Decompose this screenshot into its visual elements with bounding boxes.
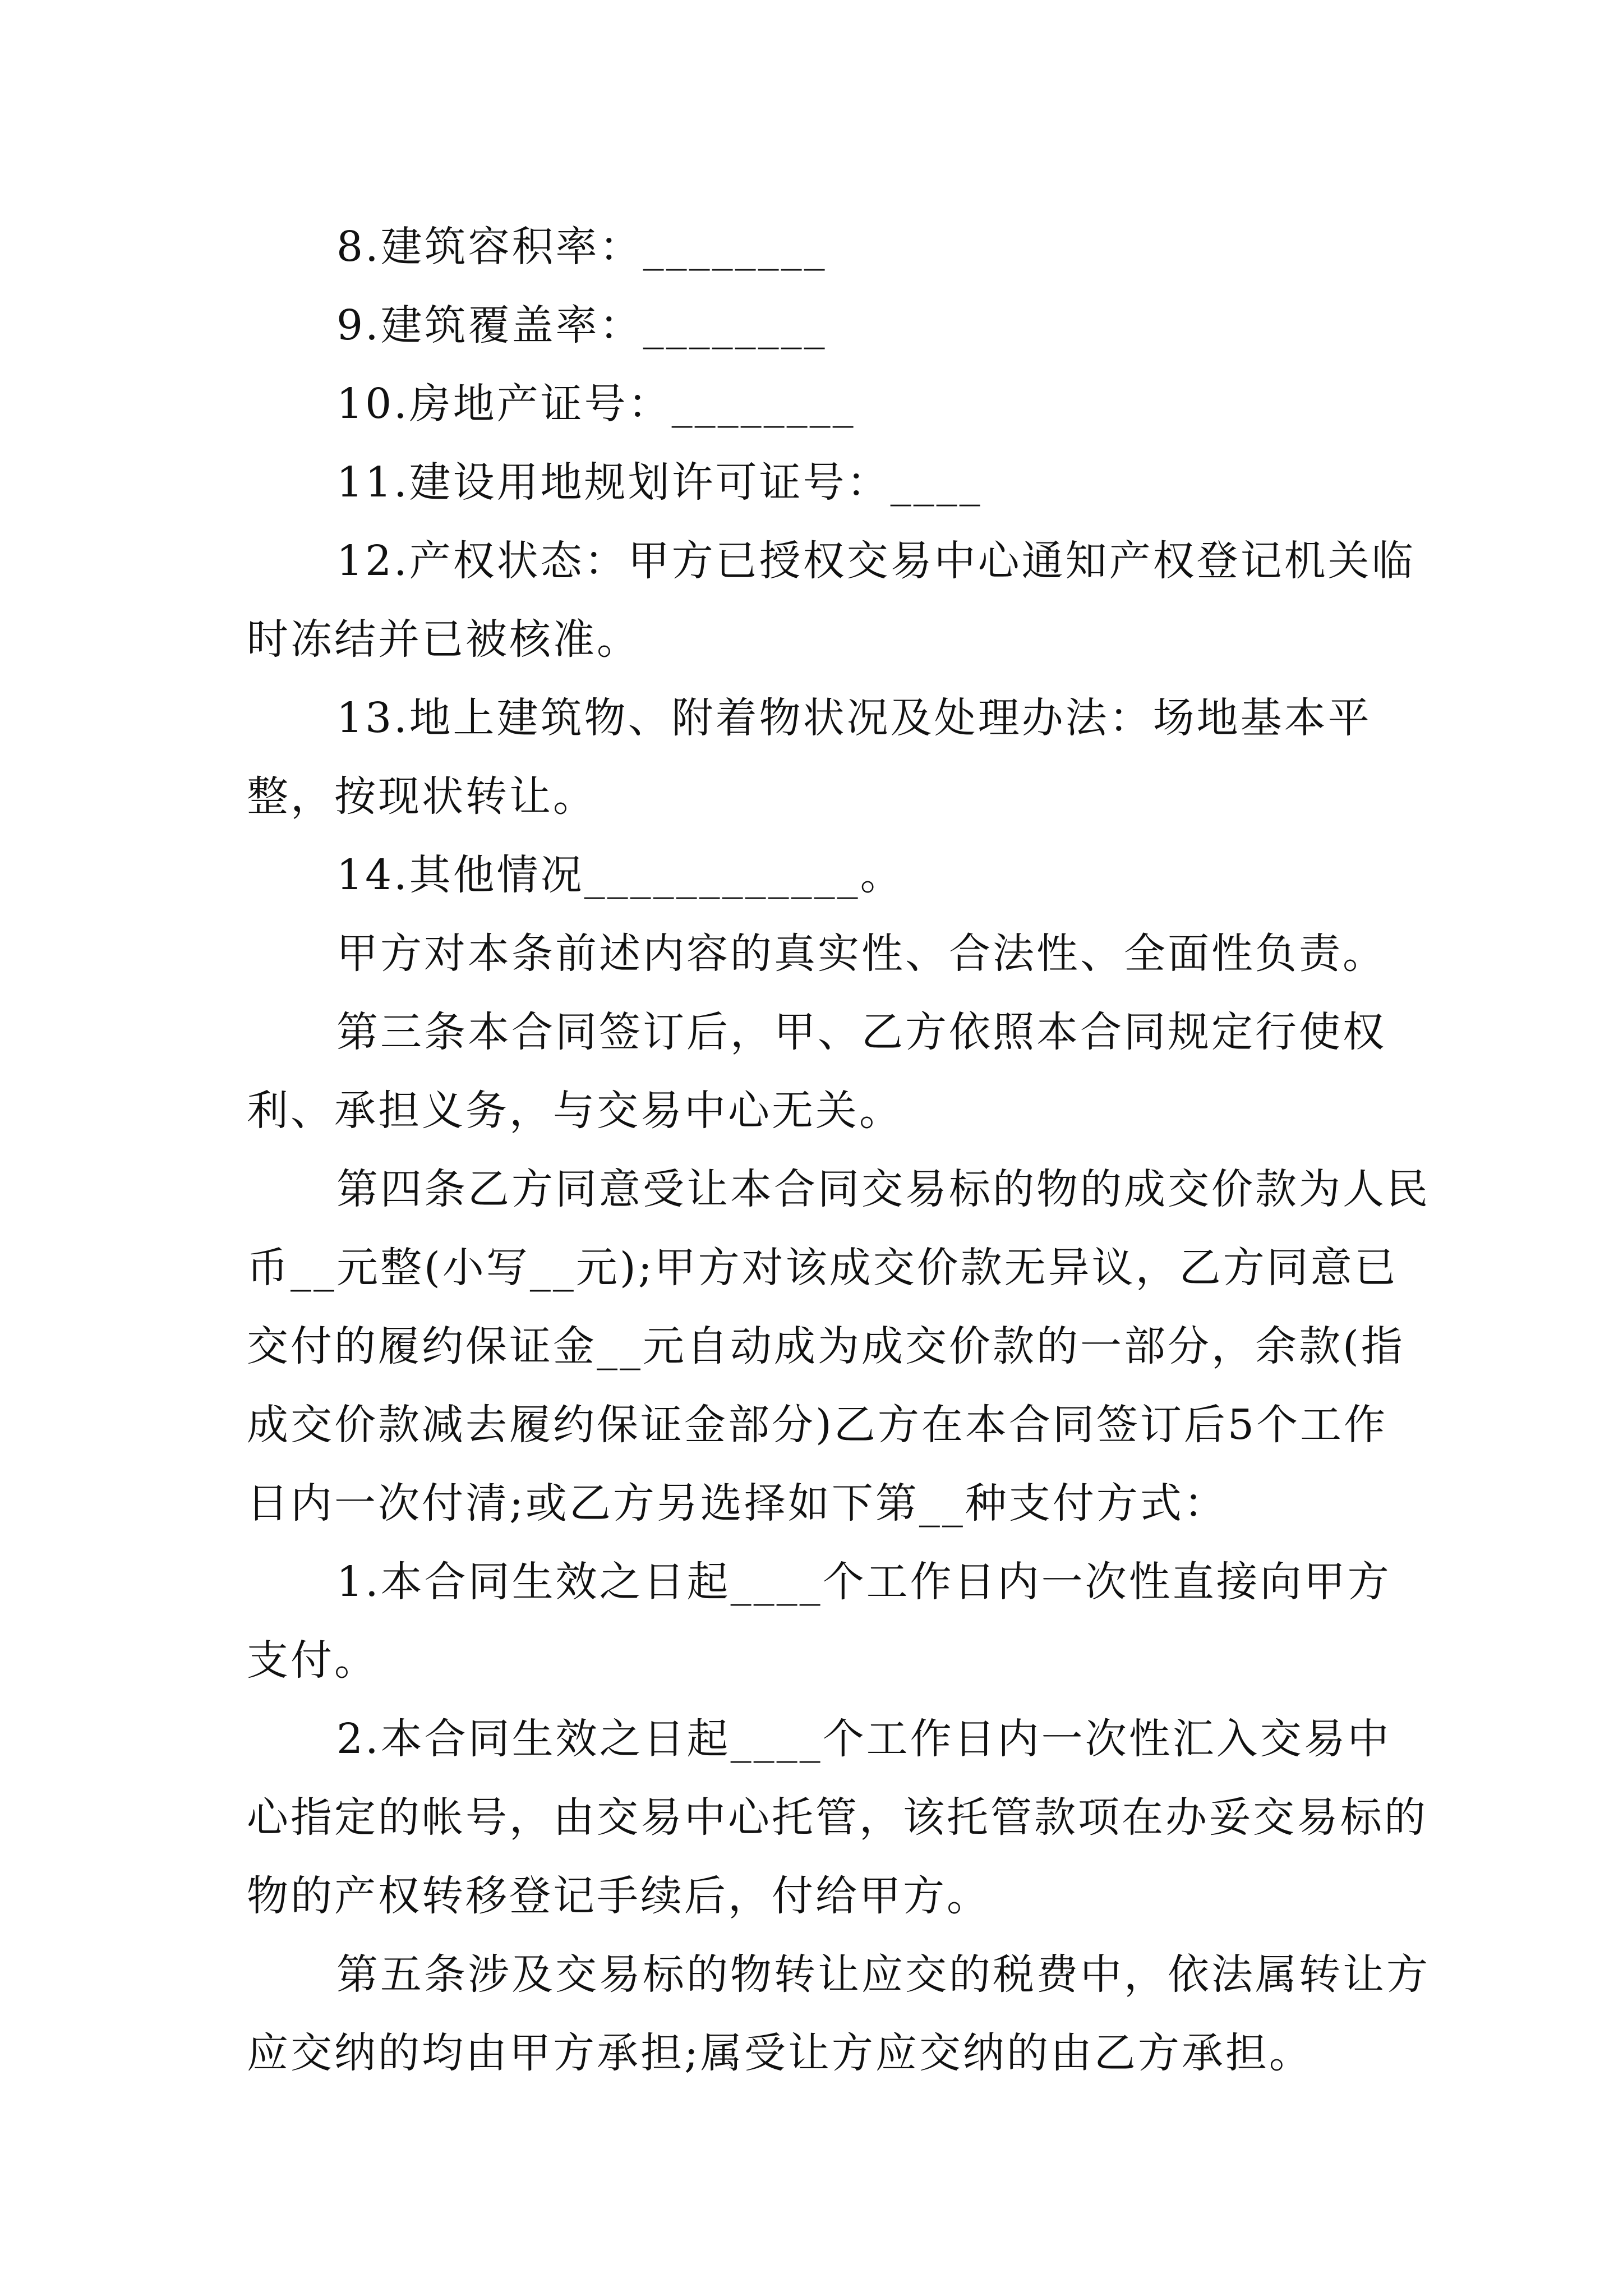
paragraph-payment-option-1: 1.本合同生效之日起____个工作日内一次性直接向甲方支付。 <box>247 1558 1391 1685</box>
paragraph-article-5: 第五条涉及交易标的物转让应交的税费中，依法属转让方应交纳的均由甲方承担;属受让方应交纳的由乙方承担。 <box>247 1950 1430 2077</box>
paragraph-party-a-responsibility: 甲方对本条前述内容的真实性、合法性、全面性负责。 <box>336 930 1386 978</box>
paragraph-other-conditions: 14.其他情况____________。 <box>336 851 904 899</box>
paragraph-article-4: 第四条乙方同意受让本合同交易标的物的成交价款为人民币__元整(小写__元);甲方对该成交价款无异议，乙方同意已交付的履约保证金__元自动成为成交价款的一部分，余款(指成交价款减去履约保证金部分)乙方在本合同签订后5个工作日内一次付清;或乙方另选择如下第__种支付方式： <box>247 1165 1430 1527</box>
paragraph-payment-option-2: 2.本合同生效之日起____个工作日内一次性汇入交易中心指定的帐号，由交易中心托管，该托管款项在办妥交易标的物的产权转移登记手续后，付给甲方。 <box>247 1715 1428 1920</box>
paragraph-property-certificate: 10.房地产证号：________ <box>336 380 856 428</box>
paragraph-article-3: 第三条本合同签订后，甲、乙方依照本合同规定行使权利、承担义务，与交易中心无关。 <box>247 1008 1386 1135</box>
paragraph-property-status: 12.产权状态：甲方已授权交易中心通知产权登记机关临时冻结并已被核准。 <box>247 537 1415 664</box>
document-body <box>247 208 1430 2092</box>
paragraph-building-coverage: 9.建筑覆盖率：________ <box>336 301 827 349</box>
paragraph-planning-permit: 11.建设用地规划许可证号：____ <box>336 458 983 507</box>
paragraph-floor-area-ratio: 8.建筑容积率：________ <box>336 223 827 271</box>
paragraph-buildings-attachments: 13.地上建筑物、附着物状况及处理办法：场地基本平整，按现状转让。 <box>247 694 1372 821</box>
